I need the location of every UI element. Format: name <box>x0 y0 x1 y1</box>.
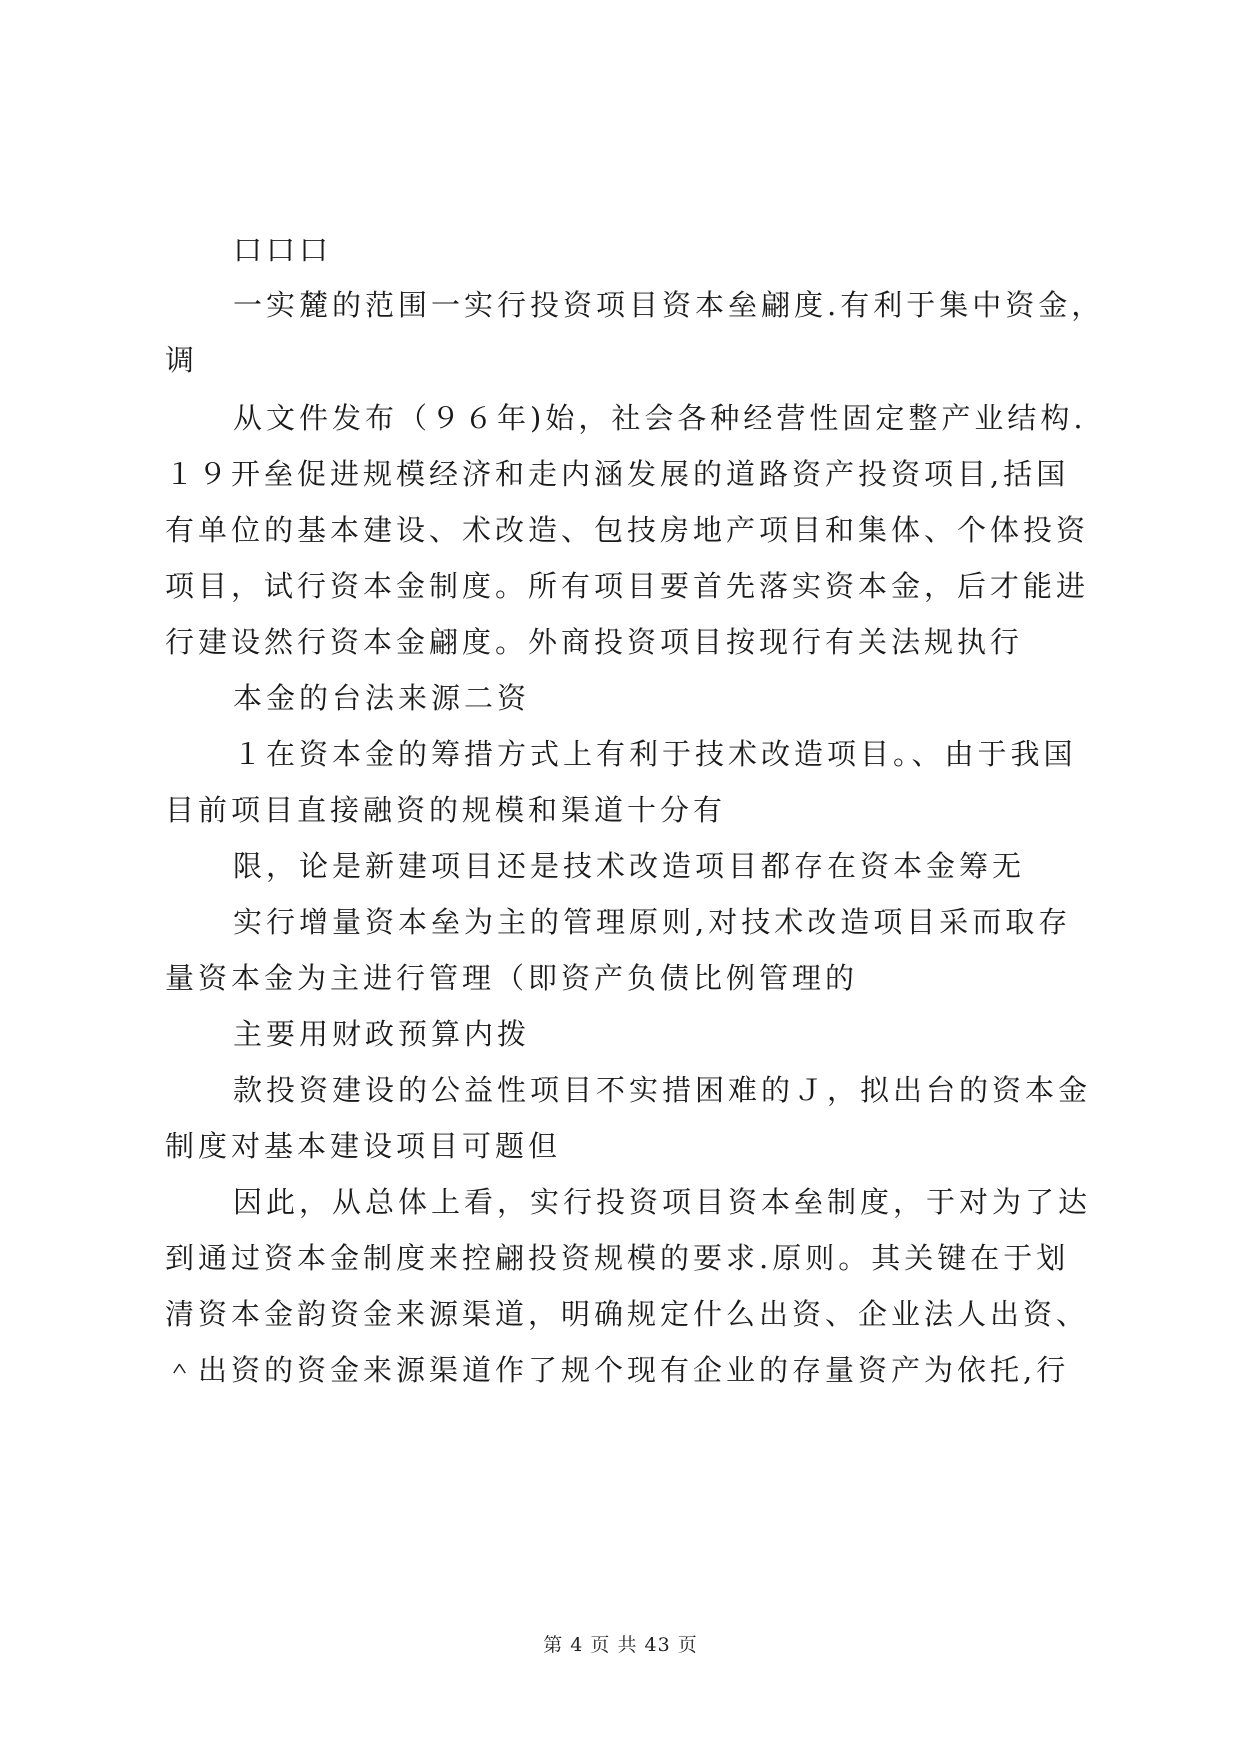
text-line: 主要用财政预算内拨 <box>233 1017 531 1051</box>
text-line: 口口口 <box>233 233 333 267</box>
text-line: 款投资建设的公益性项目不实措困难的Ｊ，拟出台的资本金 <box>233 1073 1092 1107</box>
text-line: 行建设然行资本金翩度。外商投资项目按现行有关法规执行 <box>165 625 1024 659</box>
text-line: 制度对基本建设项目可题但 <box>165 1129 562 1163</box>
text-line: ＾出资的资金来源渠道作了规个现有企业的存量资产为依托,行 <box>165 1353 1070 1387</box>
text-line: １在资本金的筹措方式上有利于技术改造项目。、由于我国 <box>233 737 1077 771</box>
text-line: 调 <box>165 343 199 377</box>
text-line: 项目，试行资本金制度。所有项目要首先落实资本金，后才能进 <box>165 569 1090 603</box>
text-line: 一实麓的范围一实行投资项目资本垒翩度.有利于集中资金， <box>233 288 1105 322</box>
text-line: 清资本金韵资金来源渠道，明确规定什么出资、企业法人出资、 <box>165 1297 1090 1331</box>
text-line: 本金的台法来源二资 <box>233 681 531 715</box>
text-line: 限，论是新建项目还是技术改造项目都存在资本金筹无 <box>233 849 1026 883</box>
text-line: 因此，从总体上看，实行投资项目资本垒制度，于对为了达 <box>233 1185 1092 1219</box>
text-line: 实行增量资本垒为主的管理原则,对技术改造项目采而取存 <box>233 905 1072 939</box>
text-line: 从文件发布（９６年)始，社会各种经营性固定整产业结构. <box>233 401 1087 435</box>
text-line: 目前项目直接融资的规模和渠道十分有 <box>165 793 727 827</box>
page-number-footer: 第 4 页 共 43 页 <box>543 1634 698 1656</box>
text-line: 有单位的基本建设、术改造、包技房地产项目和集体、个体投资 <box>165 513 1090 547</box>
text-line: １９开垒促进规模经济和走内涵发展的道路资产投资项目,括国 <box>165 457 1070 491</box>
text-line: 量资本金为主进行管理（即资产负债比例管理的 <box>165 961 859 995</box>
text-line: 到通过资本金制度来控翩投资规模的要求.原则。其关键在于划 <box>165 1241 1070 1275</box>
